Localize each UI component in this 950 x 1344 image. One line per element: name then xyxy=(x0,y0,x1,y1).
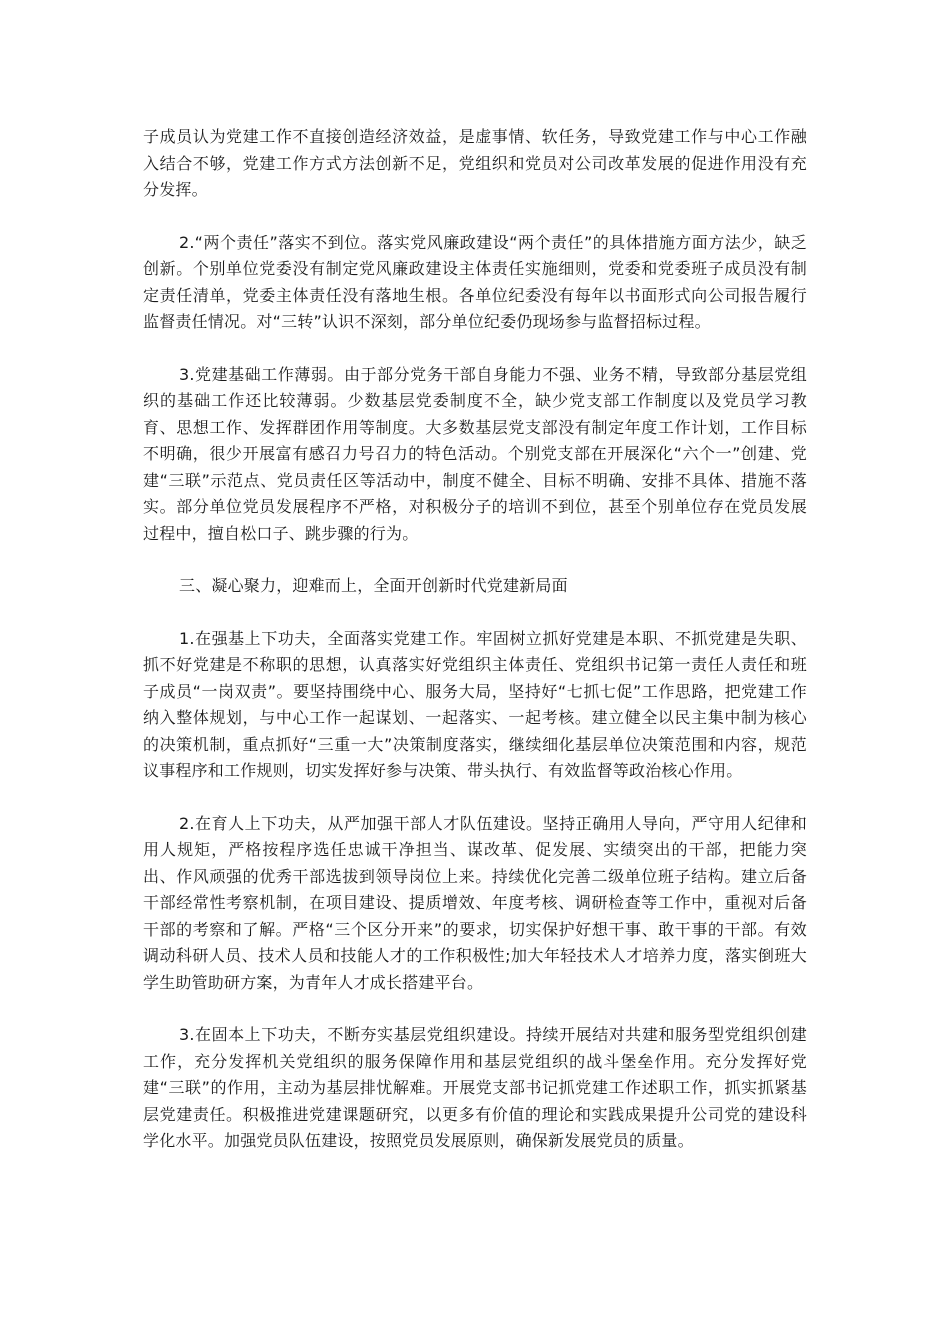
document-body xyxy=(143,124,807,1181)
paragraph-cultivate-talent: 2.在育人上下功夫，从严加强干部人才队伍建设。坚持正确用人导向，严守用人纪律和用人规矩，严格按程序选任忠诚干净担当、谋改革、促发展、实绩突出的干部，把能力突出、作风顽强的优秀干部选拔到领导岗位上来。持续优化完善二级单位班子结构。建立后备干部经常性考察机制，在项目建设、提质增效、年度考核、调研检查等工作中，重视对后备干部的考察和了解。严格“三个区分开来”的要求，切实保护好想干事、敢干事的干部。有效调动科研人员、技术人员和技能人才的工作积极性;加大年轻技术人才培养力度，落实倒班大学生助管助研方案，为青年人才成长搭建平台。 xyxy=(143,813,807,992)
section-heading-three: 三、凝心聚力，迎难而上，全面开创新时代党建新局面 xyxy=(179,576,568,595)
paragraph-strengthen-foundation: 1.在强基上下功夫，全面落实党建工作。牢固树立抓好党建是本职、不抓党建是失职、抓不好党建是不称职的思想，认真落实好党组织主体责任、党组织书记第一责任人责任和班子成员“一岗双责”。要坚持围绕中心、服务大局，坚持好“七抓七促”工作思路，把党建工作纳入整体规划，与中心工作一起谋划、一起落实、一起考核。建立健全以民主集中制为核心的决策机制，重点抓好“三重一大”决策制度落实，继续细化基层单位决策范围和内容，规范议事程序和工作规则，切实发挥好参与决策、带头执行、有效监督等政治核心作用。 xyxy=(143,628,807,780)
paragraph-two-responsibilities: 2.“两个责任”落实不到位。落实党风廉政建设“两个责任”的具体措施方面方法少，缺乏创新。个别单位党委没有制定党风廉政建设主体责任实施细则，党委和党委班子成员没有制定责任清单，党委主体责任没有落地生根。各单位纪委没有每年以书面形式向公司报告履行监督责任情况。对“三转”认识不深刻，部分单位纪委仍现场参与监督招标过程。 xyxy=(143,232,807,331)
paragraph-consolidate-grassroots: 3.在固本上下功夫，不断夯实基层党组织建设。持续开展结对共建和服务型党组织创建工作，充分发挥机关党组织的服务保障作用和基层党组织的战斗堡垒作用。充分发挥好党建“三联”的作用，主动为基层排忧解难。开展党支部书记抓党建工作述职工作，抓实抓紧基层党建责任。积极推进党建课题研究，以更多有价值的理论和实践成果提升公司党的建设科学化水平。加强党员队伍建设，按照党员发展原则，确保新发展党员的质量。 xyxy=(143,1025,807,1150)
paragraph-basic-work-weak: 3.党建基础工作薄弱。由于部分党务干部自身能力不强、业务不精，导致部分基层党组织的基础工作还比较薄弱。少数基层党委制度不全，缺少党支部工作制度以及党员学习教育、思想工作、发挥群团作用等制度。大多数基层党支部没有制定年度工作计划，工作目标不明确，很少开展富有感召力号召力的特色活动。个别党支部在开展深化“六个一”创建、党建“三联”示范点、党员责任区等活动中，制度不健全、目标不明确、安排不具体、措施不落实。部分单位党员发展程序不严格，对积极分子的培训不到位，甚至个别单位存在党员发展过程中，擅自松口子、跳步骤的行为。 xyxy=(143,364,807,543)
paragraph-continuation: 子成员认为党建工作不直接创造经济效益，是虚事情、软任务，导致党建工作与中心工作融入结合不够，党建工作方式方法创新不足，党组织和党员对公司改革发展的促进作用没有充分发挥。 xyxy=(143,127,807,199)
